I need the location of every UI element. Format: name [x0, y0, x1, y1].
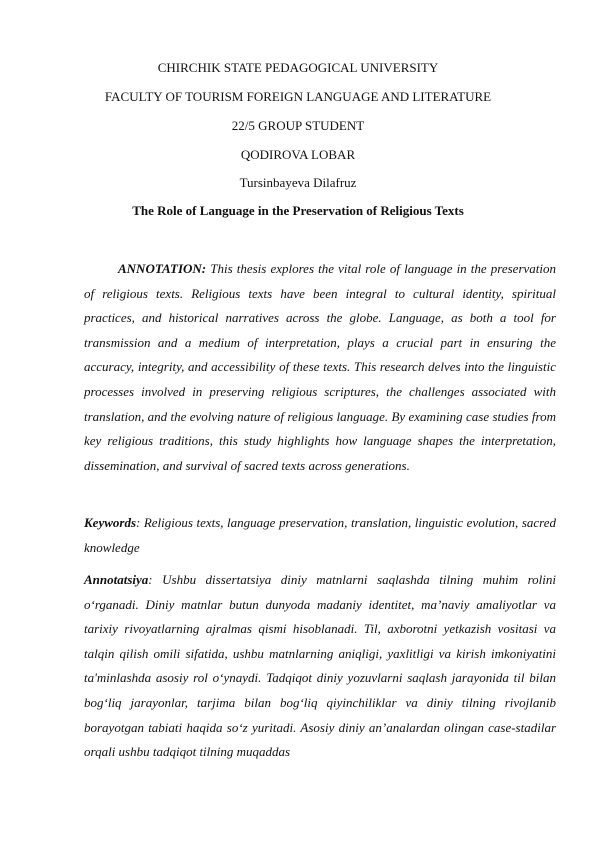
university-name: CHIRCHIK STATE PEDAGOGICAL UNIVERSITY [157, 60, 439, 75]
faculty-name: FACULTY OF TOURISM FOREIGN LANGUAGE AND LITERATURE [104, 89, 492, 104]
supervisor-name: Tursinbayeva Dilafruz [239, 175, 357, 190]
annotation-label: ANNOTATION: [118, 261, 207, 276]
student-name: QODIROVA LOBAR [240, 147, 356, 162]
annotatsiya-text: : Ushbu dissertatsiya diniy matnlarni saqlashda tilning muhim rolini o‘rganadi. Diniy matnlar butun dunyoda madaniy identitet, ma’naviy amaliyotlar va tarixiy rivoyatlarning ajralmas qismi hisoblanadi. Til, axborotni yetkazish vositasi va talqin qilish omili sifatida, ushbu matnlarning aniqligi, yaxlitligi va kirish imkoniyatini ta'minlashda asosiy rol o‘ynaydi. Tadqiqot diniy yozuvlarni saqlash jarayonida til bilan bog‘liq jarayonlar, tarjima bilan bog‘liq qiyinchiliklar va diniy tilning rivojlanib borayotgan tabiati haqida so‘z yuritadi. Asosiy diniy an’analardan olingan case-stadilar orqali ushbu tadqiqot tilning muqaddas [84, 572, 556, 760]
paper-title: The Role of Language in the Preservation of Religious Texts [132, 203, 464, 218]
annotatsiya-paragraph [84, 568, 556, 765]
group-line: 22/5 GROUP STUDENT [231, 118, 365, 133]
annotation-paragraph [84, 257, 556, 478]
annotatsiya-label: Annotatsiya [84, 572, 149, 587]
keywords-label: Keywords [84, 515, 136, 530]
annotation-text: This thesis explores the vital role of language in the preservation of religious texts. Religious texts have been integral to cultural identity, spiritual practices, and historical narratives across the globe. Language, as both a tool for transmission and a medium of interpretation, plays a crucial part in ensuring the accuracy, integrity, and accessibility of these texts. This research delves into the linguistic processes involved in preserving religious scriptures, the challenges associated with translation, and the evolving nature of religious language. By examining case studies from key religious traditions, this study highlights how language shapes the interpretation, dissemination, and survival of sacred texts across generations. [84, 261, 556, 473]
keywords-text: : Religious texts, language preservation, translation, linguistic evolution, sacred knowledge [84, 515, 556, 555]
keywords-paragraph [84, 511, 556, 560]
